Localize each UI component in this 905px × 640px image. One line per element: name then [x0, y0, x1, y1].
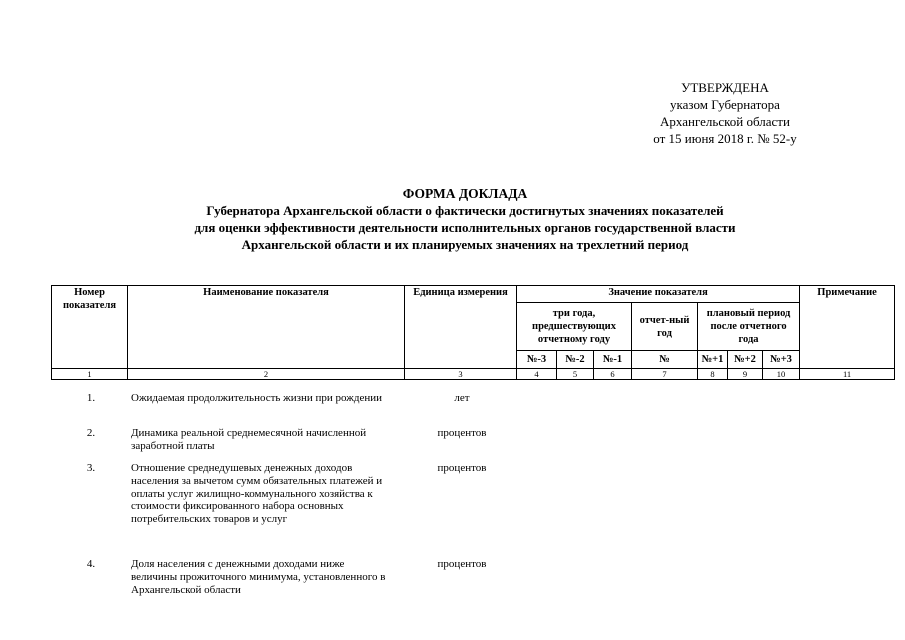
header-sub: №+2 — [728, 351, 763, 369]
form-title-line: для оценки эффективности деятельности исполнительных органов государственной власти — [194, 220, 736, 235]
form-title-main: ФОРМА ДОКЛАДА — [402, 186, 528, 201]
approval-stamp — [595, 79, 855, 147]
approval-line: Архангельской области — [660, 114, 790, 129]
header-note: Примечание — [800, 286, 895, 369]
header-prev-years: три года, предшествующих отчетному году — [517, 303, 632, 351]
row-unit: процентов — [437, 462, 487, 474]
row-number: 3. — [86, 462, 96, 474]
column-number: 10 — [763, 369, 800, 380]
column-number: 2 — [128, 369, 405, 380]
form-title-line: Архангельской области и их планируемых значениях на трехлетний период — [241, 237, 689, 252]
header-number: Номер показателя — [52, 286, 128, 369]
header-unit: Единица измерения — [405, 286, 517, 369]
table-row — [51, 558, 894, 606]
row-number: 4. — [86, 558, 96, 570]
header-sub: № — [632, 351, 698, 369]
approval-line: от 15 июня 2018 г. № 52-у — [653, 131, 797, 146]
header-planned: плановый период после отчетного года — [698, 303, 800, 351]
indicator-list — [51, 392, 894, 606]
column-number: 9 — [728, 369, 763, 380]
table-row — [51, 427, 894, 462]
column-number: 4 — [517, 369, 557, 380]
column-number: 6 — [594, 369, 632, 380]
row-number: 1. — [86, 392, 96, 404]
row-unit: лет — [454, 392, 470, 404]
header-name: Наименование показателя — [128, 286, 405, 369]
column-number: 11 — [800, 369, 895, 380]
form-title — [90, 185, 840, 253]
row-unit: процентов — [437, 558, 487, 570]
header-report-year: отчет-ный год — [632, 303, 698, 351]
header-sub: №-3 — [517, 351, 557, 369]
approval-line: указом Губернатора — [670, 97, 780, 112]
header-sub: №-1 — [594, 351, 632, 369]
column-number: 5 — [557, 369, 594, 380]
indicator-table-header — [51, 285, 895, 380]
row-name: Доля населения с денежными доходами ниже величины прожиточного минимума, установленного в Архангельской области — [131, 558, 386, 596]
header-sub: №-2 — [557, 351, 594, 369]
row-unit: процентов — [437, 427, 487, 439]
row-number: 2. — [86, 427, 96, 439]
header-value: Значение показателя — [517, 286, 800, 303]
form-title-line: Губернатора Архангельской области о фактически достигнутых значениях показателей — [206, 203, 724, 218]
column-number: 3 — [405, 369, 517, 380]
header-sub: №+3 — [763, 351, 800, 369]
row-name: Ожидаемая продолжительность жизни при рождении — [131, 392, 383, 404]
header-sub: №+1 — [698, 351, 728, 369]
column-number: 7 — [632, 369, 698, 380]
approval-line: УТВЕРЖДЕНА — [681, 80, 769, 95]
row-name: Динамика реальной среднемесячной начисленной заработной платы — [131, 427, 367, 452]
table-row — [51, 392, 894, 427]
column-number: 8 — [698, 369, 728, 380]
row-name: Отношение среднедушевых денежных доходов населения за вычетом сумм обязательных платежей и оплаты услуг жилищно-коммунального хозяйства к стоимости фиксированного набора основных потребительских товаров и услуг — [131, 462, 383, 526]
column-number: 1 — [52, 369, 128, 380]
table-row — [51, 462, 894, 558]
